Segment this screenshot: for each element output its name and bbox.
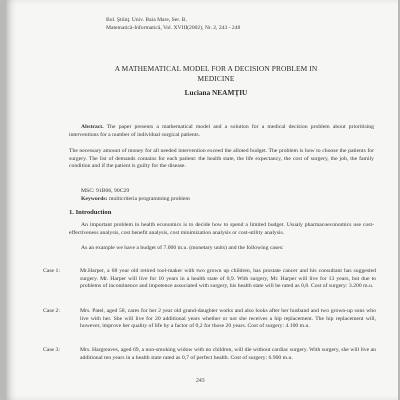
- page-number: 243: [196, 378, 205, 384]
- case-3-label: Case 3:: [43, 347, 60, 353]
- case-2-text: Mrs. Patel, aged 58, cares for her 2 year old grand-daughter works and also looks after her husband and two grown-up sons who live with her. She will live for 20 additional years whether or not she receives a hip replacement. The hip replacement will, however, improve her quality of life by a factor of 0,2 for those 20 years. Cost of surgery: 4.100 m.u.: [80, 308, 376, 329]
- intro-paragraph-1: An important problem in health economics is to decide how to spend a limited budget. Usualy pharmacoeconomics use cost-effectiveness analysis, cost benefit analysis, cost minimization analysis or cost-utility analysis.: [69, 222, 374, 236]
- author-name: Luciana NEAMŢIU: [184, 88, 248, 97]
- msc-codes: MSC: 91B06, 90C29: [81, 188, 130, 194]
- intro-paragraph-2: As an example we have a budget of 7.000 m.u. (monetary units) and the following cases:: [81, 245, 284, 251]
- journal-line-2: Matematică-Informatică, Vol. XVIII(2002), Nr. 2, 243 - 248: [106, 25, 241, 31]
- abstract-label: Abstract.: [81, 124, 104, 130]
- case-2-label: Case 2:: [43, 308, 60, 314]
- case-1-label: Case 1:: [43, 268, 60, 274]
- paper-page: [6, 0, 398, 400]
- case-1-text: Mr.Harper, a 68 year old retired tool-maker with two grown up children, has prostate cancer and his consultant has suggested surgery. Mr. Harper will live for 10 years in a health state of 0,9. With surgery, Mr. Harper will live for 13 years, but due to problems of incontinence and impotence associated with surgery, his health state will be rated as 0,8. Cost of surgery: 3.200 m.u.: [80, 268, 376, 289]
- abstract-paragraph-2: The necessary amount of money for all needed intervention exceed the alloted budget. The problem is how to choose the patients for surgery. The list of demands contains for each patient: the health state, the life expectancy, the cost of surgery, the job, the family condition and if the patient is guilty for the disease.: [69, 148, 374, 170]
- case-3-text: Mrs. Hargreaves, aged 69, a non-smoking widow with no children, will die without cardiac surgery. With surgery, she will live an additional ten years in a health state rated as 0,7 of perfect health. Cost of surgery: 6.900 m.u.: [80, 347, 376, 361]
- keywords-text: multicriteria programming problem: [108, 196, 190, 202]
- journal-header: [106, 16, 240, 32]
- keywords: [81, 196, 386, 204]
- section-heading: 1. Introduction: [69, 209, 112, 216]
- title-line-2: MEDICINE: [197, 73, 235, 83]
- keywords-label: Keywords:: [81, 196, 108, 202]
- abstract-text: The paper presents a mathematical model and a solution for a medical decision problem about prioritising interventions for a number of individual surgical patients.: [69, 124, 374, 138]
- journal-line-1: Bul. Ştiinţ. Univ. Baia Mare, Ser. B,: [106, 17, 187, 23]
- abstract: [69, 124, 374, 139]
- title-line-1: A MATHEMATICAL MODEL FOR A DECISION PROBLEM IN: [114, 64, 318, 73]
- paper-title: [66, 64, 366, 83]
